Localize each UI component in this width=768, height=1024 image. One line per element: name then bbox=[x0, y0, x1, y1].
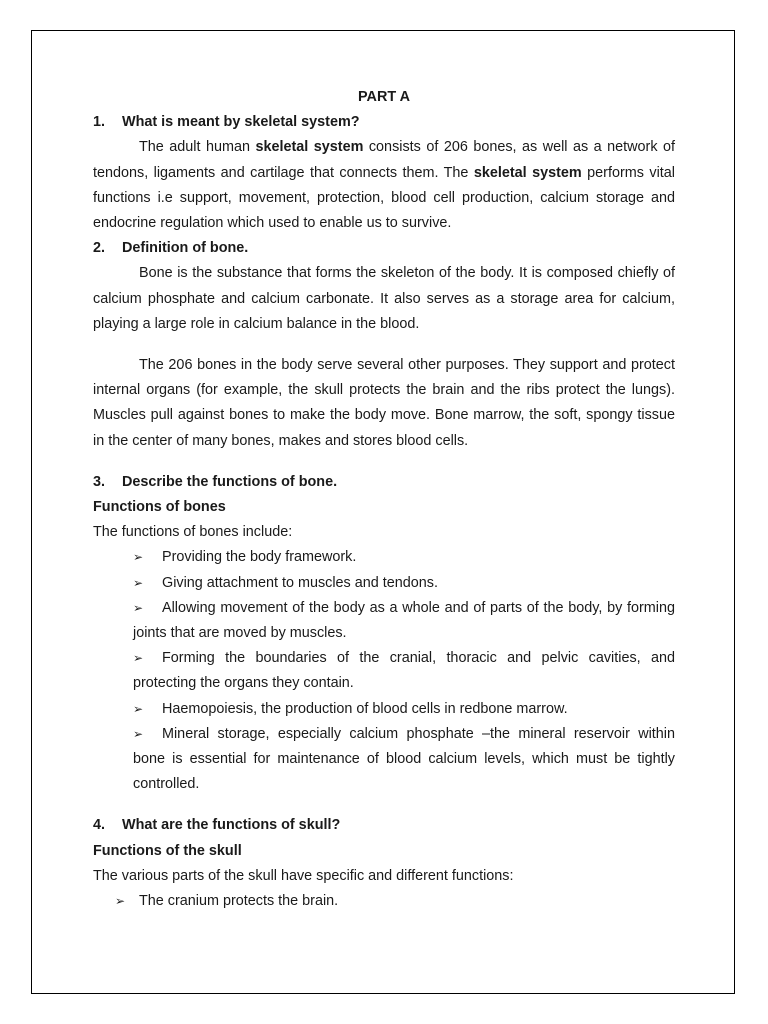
arrow-bullet-icon: ➢ bbox=[133, 651, 144, 666]
arrow-bullet-icon: ➢ bbox=[133, 600, 144, 615]
answer-text: The adult human bbox=[139, 139, 256, 156]
list-item-text: Providing the body framework. bbox=[162, 549, 357, 566]
question-1-heading bbox=[93, 110, 675, 135]
list-item bbox=[115, 889, 675, 914]
list-item bbox=[133, 545, 675, 570]
question-2-number: 2. bbox=[93, 240, 106, 257]
spacer bbox=[93, 454, 675, 470]
answer-bold-term: skeletal system bbox=[473, 164, 582, 181]
arrow-bullet-icon: ➢ bbox=[133, 575, 144, 590]
list-item-text: Allowing movement of the body as a whole and of parts of the body, by forming joints that are moved by muscles. bbox=[133, 599, 675, 642]
document-body bbox=[93, 85, 675, 914]
question-3-heading bbox=[93, 470, 675, 495]
arrow-bullet-icon: ➢ bbox=[115, 894, 126, 909]
list-item-text: Forming the boundaries of the cranial, thoracic and pelvic cavities, and protecting the organs they contain. bbox=[133, 650, 675, 692]
arrow-bullet-icon: ➢ bbox=[133, 726, 144, 741]
answer-text: performs vital functions i.e support, movement, protection, blood cell production, calcium storage and endocrine regulation which used to enable us to survive. bbox=[93, 164, 675, 231]
question-4-subheading: Functions of the skull bbox=[93, 842, 242, 859]
arrow-bullet-icon: ➢ bbox=[133, 701, 144, 716]
question-3-bullet-list bbox=[93, 545, 675, 797]
question-2-text: Definition of bone. bbox=[122, 240, 249, 257]
question-1-text: What is meant by skeletal system? bbox=[122, 114, 360, 131]
list-item-text: Haemopoiesis, the production of blood cells in redbone marrow. bbox=[162, 700, 568, 717]
list-item-text: Mineral storage, especially calcium phosphate –the mineral reservoir within bone is essential for maintenance of blood calcium levels, which must be tightly controlled. bbox=[133, 725, 675, 793]
question-3-subheading: Functions of bones bbox=[93, 499, 226, 516]
question-4-intro: The various parts of the skull have specific and different functions: bbox=[93, 867, 514, 884]
question-4-text: What are the functions of skull? bbox=[122, 817, 341, 834]
question-3-number: 3. bbox=[93, 473, 106, 490]
list-item bbox=[133, 571, 675, 596]
question-4-number: 4. bbox=[93, 817, 106, 834]
question-2-paragraph-2: The 206 bones in the body serve several other purposes. They support and protect internal organs (for example, the skull protects the brain and the ribs protect the lungs). Muscles pull against bones to make the body move. Bone marrow, the soft, spongy tissue in the center of many bones, makes and stores blood cells. bbox=[93, 357, 675, 449]
question-4-bullet-list bbox=[93, 889, 675, 914]
answer-text: consists of 206 bones, as well as a network of tendons, ligaments and cartilage that connects them. The bbox=[93, 139, 676, 181]
list-item bbox=[133, 596, 675, 646]
question-1-number: 1. bbox=[93, 114, 106, 131]
question-2-paragraph-1: Bone is the substance that forms the skeleton of the body. It is composed chiefly of calcium phosphate and calcium carbonate. It also serves as a storage area for calcium, playing a large role in calcium balance in the blood. bbox=[93, 265, 675, 332]
answer-bold-term: skeletal system bbox=[255, 139, 364, 156]
list-item bbox=[133, 646, 675, 696]
spacer bbox=[93, 797, 675, 813]
arrow-bullet-icon: ➢ bbox=[133, 550, 144, 565]
question-1-answer bbox=[93, 135, 675, 236]
list-item-text: The cranium protects the brain. bbox=[139, 893, 339, 910]
question-2-heading bbox=[93, 236, 675, 261]
list-item-text: Giving attachment to muscles and tendons. bbox=[162, 574, 438, 591]
question-3-text: Describe the functions of bone. bbox=[122, 473, 338, 490]
question-3-intro: The functions of bones include: bbox=[93, 524, 293, 541]
list-item bbox=[133, 722, 675, 798]
page-title: PART A bbox=[358, 89, 410, 105]
list-item bbox=[133, 697, 675, 722]
question-4-heading bbox=[93, 813, 675, 838]
spacer bbox=[93, 337, 675, 353]
